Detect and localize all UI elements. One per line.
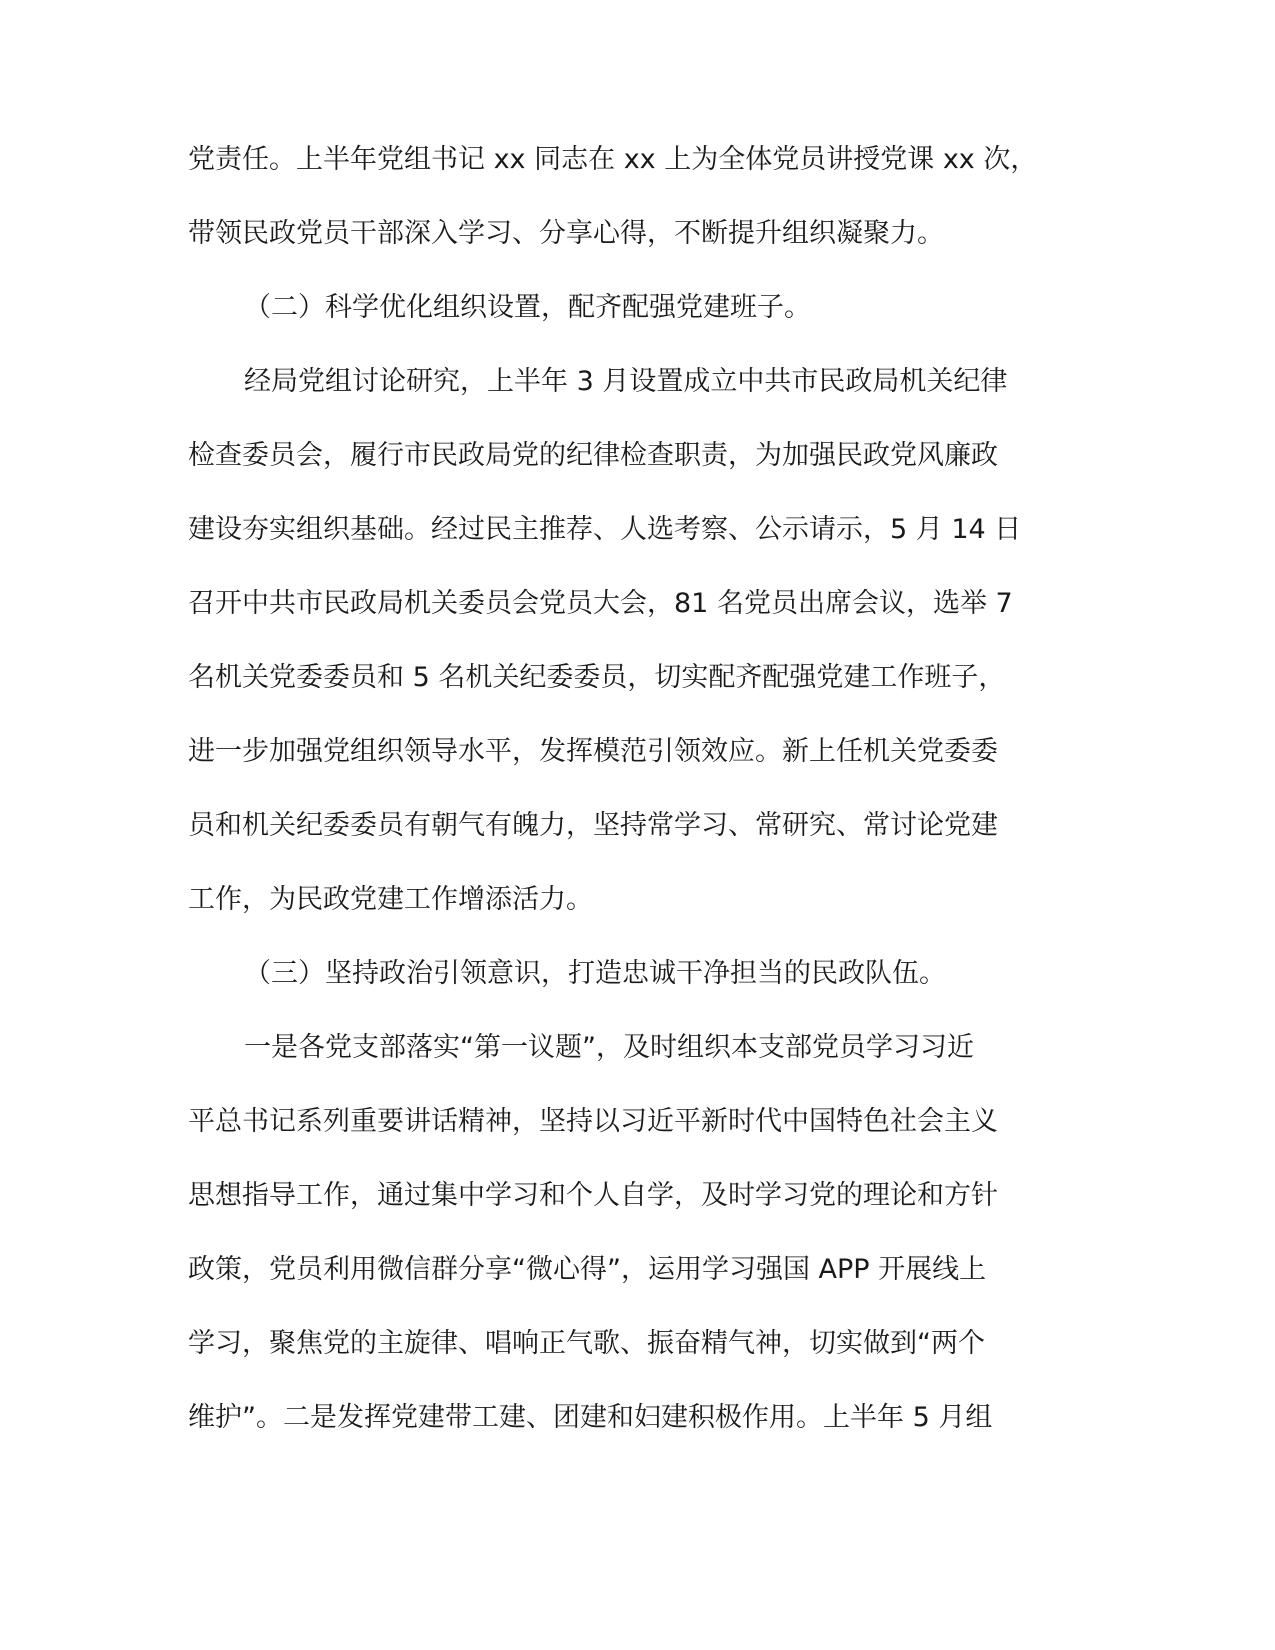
body-text-line: 学习，聚焦党的主旋律、唱响正气歌、振奋精气神，切实做到“两个	[188, 1328, 985, 1359]
body-text-line: 经局党组讨论研究，上半年 3 月设置成立中共市民政局机关纪律	[244, 366, 1008, 397]
body-text-line: 召开中共市民政局机关委员会党员大会，81 名党员出席会议，选举 7	[188, 588, 1013, 619]
body-text-line: 维护”。二是发挥党建带工建、团建和妇建积极作用。上半年 5 月组	[188, 1402, 993, 1433]
body-text-line: 政策，党员利用微信群分享“微心得”，运用学习强国 APP 开展线上	[188, 1254, 987, 1285]
body-text-line: 检查委员会，履行市民政局党的纪律检查职责，为加强民政党风廉政	[188, 440, 998, 471]
section-heading: （三）坚持政治引领意识，打造忠诚干净担当的民政队伍。	[244, 958, 946, 989]
body-text-line: 建设夯实组织基础。经过民主推荐、人选考察、公示请示，5 月 14 日	[188, 514, 1022, 545]
body-text-line: 平总书记系列重要讲话精神，坚持以习近平新时代中国特色社会主义	[188, 1106, 998, 1137]
body-text-line: 党责任。上半年党组书记 xx 同志在 xx 上为全体党员讲授党课 xx 次，	[188, 144, 1038, 175]
section-heading: （二）科学优化组织设置，配齐配强党建班子。	[244, 292, 811, 323]
body-text-line: 员和机关纪委委员有朝气有魄力，坚持常学习、常研究、常讨论党建	[188, 810, 998, 841]
body-text-line: 带领民政党员干部深入学习、分享心得，不断提升组织凝聚力。	[188, 218, 944, 249]
body-text-line: 思想指导工作，通过集中学习和个人自学，及时学习党的理论和方针	[188, 1180, 998, 1211]
body-text-line: 一是各党支部落实“第一议题”，及时组织本支部党员学习习近	[244, 1032, 974, 1063]
body-text-line: 工作，为民政党建工作增添活力。	[188, 884, 593, 915]
body-text-line: 名机关党委委员和 5 名机关纪委委员，切实配齐配强党建工作班子，	[188, 662, 1006, 693]
body-text-line: 进一步加强党组织领导水平，发挥模范引领效应。新上任机关党委委	[188, 736, 998, 767]
